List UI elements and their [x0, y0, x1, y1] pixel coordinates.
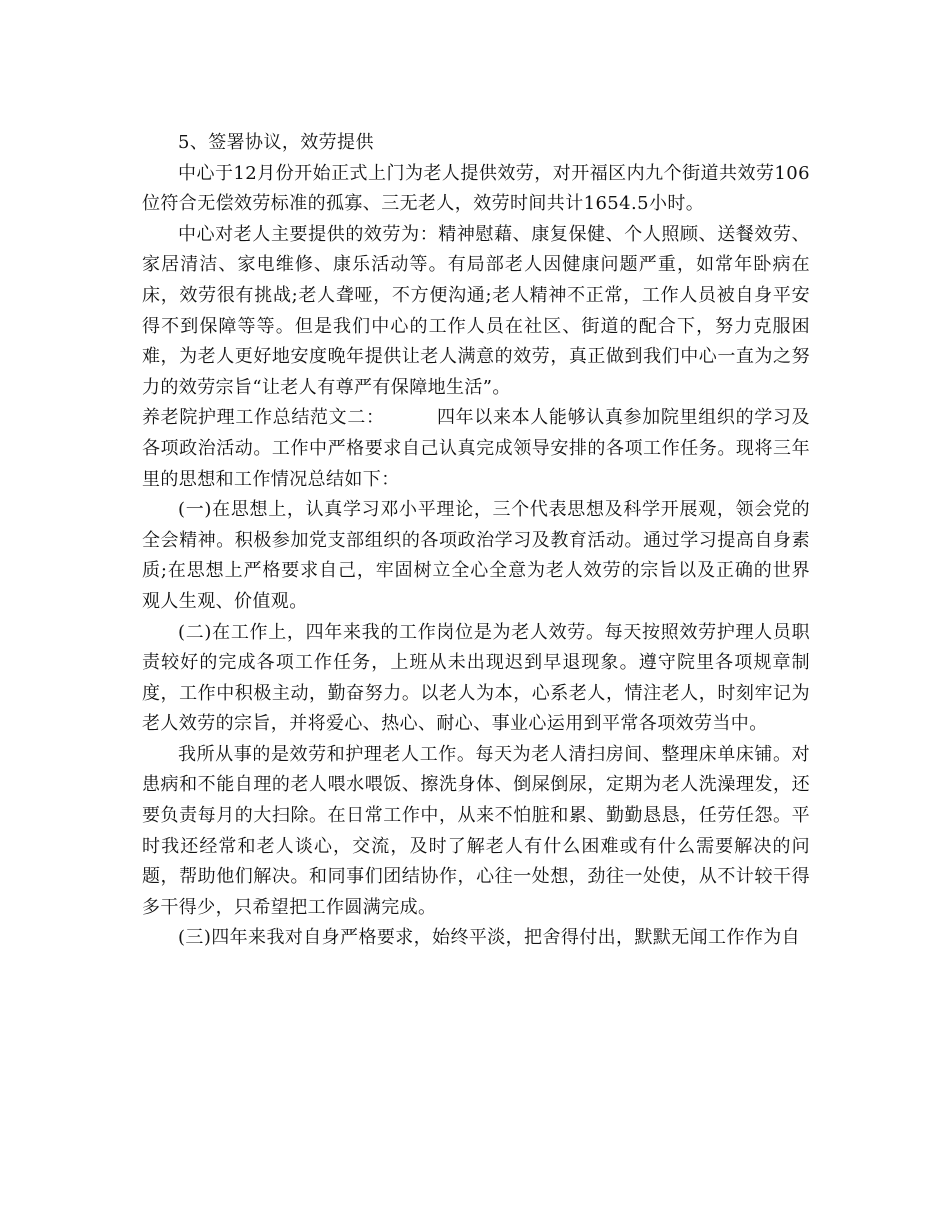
- paragraph-sample-two: [142, 403, 810, 495]
- sample-two-title: 养老院护理工作总结范文二：: [142, 407, 385, 429]
- paragraph-section-heading: 5、签署协议，效劳提供: [178, 132, 374, 153]
- paragraph-service-content: 中心对老人主要提供的效劳为：精神慰藉、康复保健、个人照顾、送餐效劳、家居清洁、家电维修、康乐活动等。有局部老人因健康问题严重，如常年卧病在床，效劳很有挑战;老人聋哑，不方便沟通;老人精神不正常，工作人员被自身平安得不到保障等等。但是我们中心的工作人员在社区、街道的配合下，努力克服困难，为老人更好地安度晚年提供让老人满意的效劳，真正做到我们中心一直为之努力的效劳宗旨“让老人有尊严有保障地生活”。: [142, 223, 810, 398]
- paragraph-service-start: 中心于12月份开始正式上门为老人提供效劳，对开福区内九个街道共效劳106位符合无偿效劳标准的孤寡、三无老人，效劳时间共计1654.5小时。: [142, 162, 810, 215]
- paragraph-thought: (一)在思想上，认真学习邓小平理论，三个代表思想及科学开展观，领会党的全会精神。积极参加党支部组织的各项政治学习及教育活动。通过学习提高自身素质;在思想上严格要求自己，牢固树立全心全意为老人效劳的宗旨以及正确的世界观人生观、价值观。: [142, 499, 810, 612]
- paragraph-work: (二)在工作上，四年来我的工作岗位是为老人效劳。每天按照效劳护理人员职责较好的完成各项工作任务，上班从未出现迟到早退现象。遵守院里各项规章制度，工作中积极主动，勤奋努力。以老人为本，心系老人，情注老人，时刻牢记为老人效劳的宗旨，并将爱心、热心、耐心、事业心运用到平常各项效劳当中。: [142, 621, 810, 735]
- paragraph-self-discipline: (三)四年来我对自身严格要求，始终平淡，把舍得付出，默默无闻工作作为自: [178, 927, 801, 949]
- sample-two-intro: 四年以来本人能够认真参加院里组织的学习及各项政治活动。工作中严格要求自己认真完成领导安排的各项工作任务。现将三年里的思想和工作情况总结如下：: [142, 407, 811, 490]
- document-body: [142, 128, 810, 954]
- paragraph-daily-care: 我所从事的是效劳和护理老人工作。每天为老人清扫房间、整理床单床铺。对患病和不能自理的老人喂水喂饭、擦洗身体、倒屎倒尿，定期为老人洗澡理发，还要负责每月的大扫除。在日常工作中，从来不怕脏和累、勤勤恳恳，任劳任怨。平时我还经常和老人谈心，交流，及时了解老人有什么困难或有什么需要解决的问题，帮助他们解决。和同事们团结协作，心往一处想，劲往一处使，从不计较干得多干得少，只希望把工作圆满完成。: [142, 743, 810, 918]
